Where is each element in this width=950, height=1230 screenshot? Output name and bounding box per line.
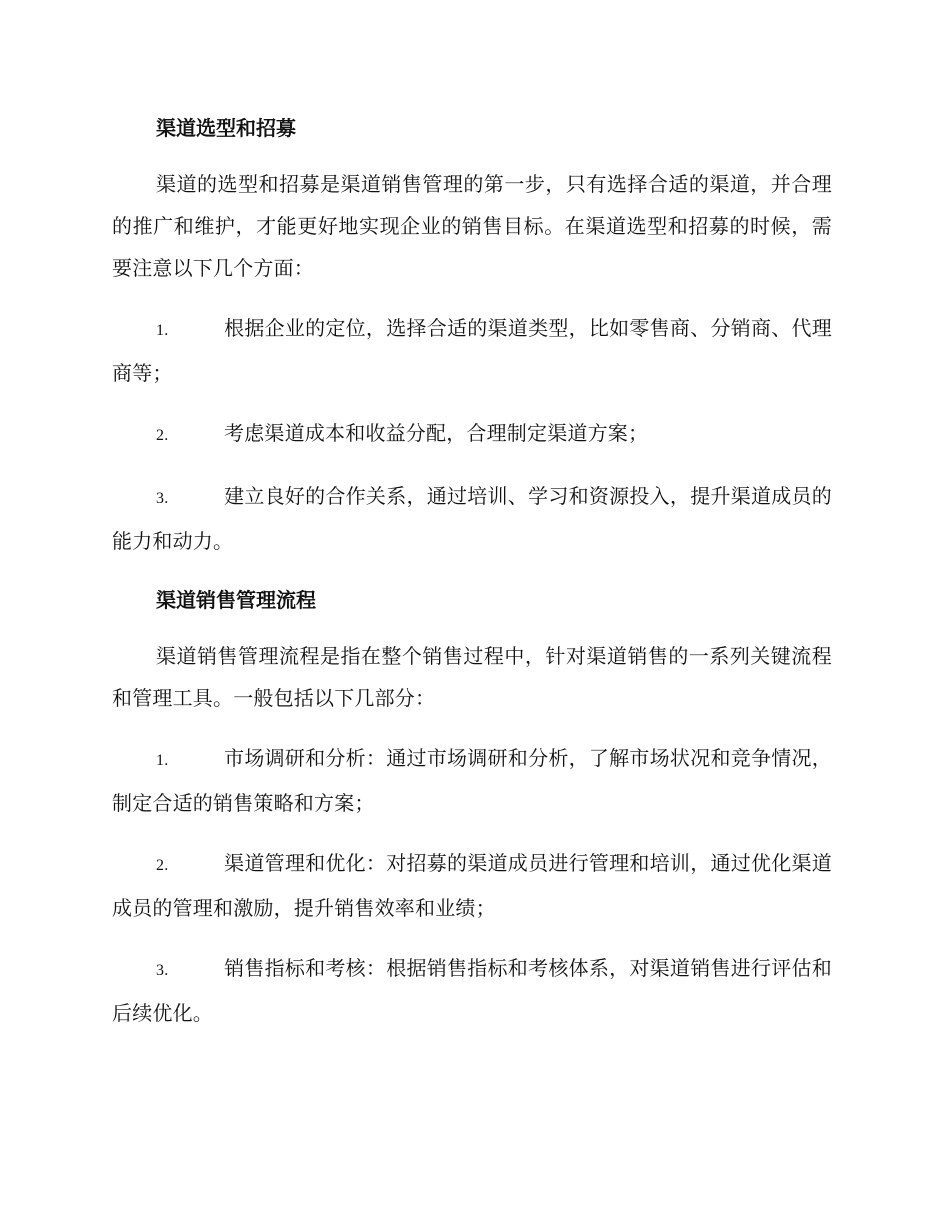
list-item-text: 市场调研和分析：通过市场调研和分析，了解市场状况和竞争情况，制定合适的销售策略和方案； [112, 746, 832, 815]
list-item-text: 考虑渠道成本和收益分配，合理制定渠道方案； [224, 421, 649, 445]
list-item [112, 475, 832, 562]
list-item-number: 3. [156, 962, 169, 979]
list-item-text: 建立良好的合作关系，通过培训、学习和资源投入，提升渠道成员的能力和动力。 [112, 484, 832, 553]
list-item [112, 737, 832, 824]
list-item-number: 2. [156, 857, 169, 874]
list-item-number: 1. [156, 752, 169, 769]
list-item [112, 307, 832, 394]
list-item [112, 842, 832, 929]
list-item-number: 3. [156, 490, 169, 507]
section-intro-paragraph: 渠道销售管理流程是指在整个销售过程中，针对渠道销售的一系列关键流程和管理工具。一般包括以下几部分： [112, 644, 832, 710]
list-item [112, 947, 832, 1034]
document-content [112, 108, 832, 1034]
list-item-text: 渠道管理和优化：对招募的渠道成员进行管理和培训，通过优化渠道成员的管理和激励，提升销售效率和业绩； [112, 851, 832, 920]
section-channel-selection [112, 108, 832, 562]
list-item-text: 根据企业的定位，选择合适的渠道类型，比如零售商、分销商、代理商等； [112, 316, 832, 385]
section-heading: 渠道销售管理流程 [156, 588, 316, 612]
section-intro-paragraph: 渠道的选型和招募是渠道销售管理的第一步，只有选择合适的渠道，并合理的推广和维护，才能更好地实现企业的销售目标。在渠道选型和招募的时候，需要注意以下几个方面： [112, 172, 832, 280]
list-item [112, 412, 832, 457]
section-sales-process [112, 580, 832, 1034]
list-item-text: 销售指标和考核：根据销售指标和考核体系，对渠道销售进行评估和后续优化。 [112, 956, 832, 1025]
list-item-number: 1. [156, 322, 169, 339]
section-heading: 渠道选型和招募 [156, 116, 296, 140]
list-item-number: 2. [156, 427, 169, 444]
